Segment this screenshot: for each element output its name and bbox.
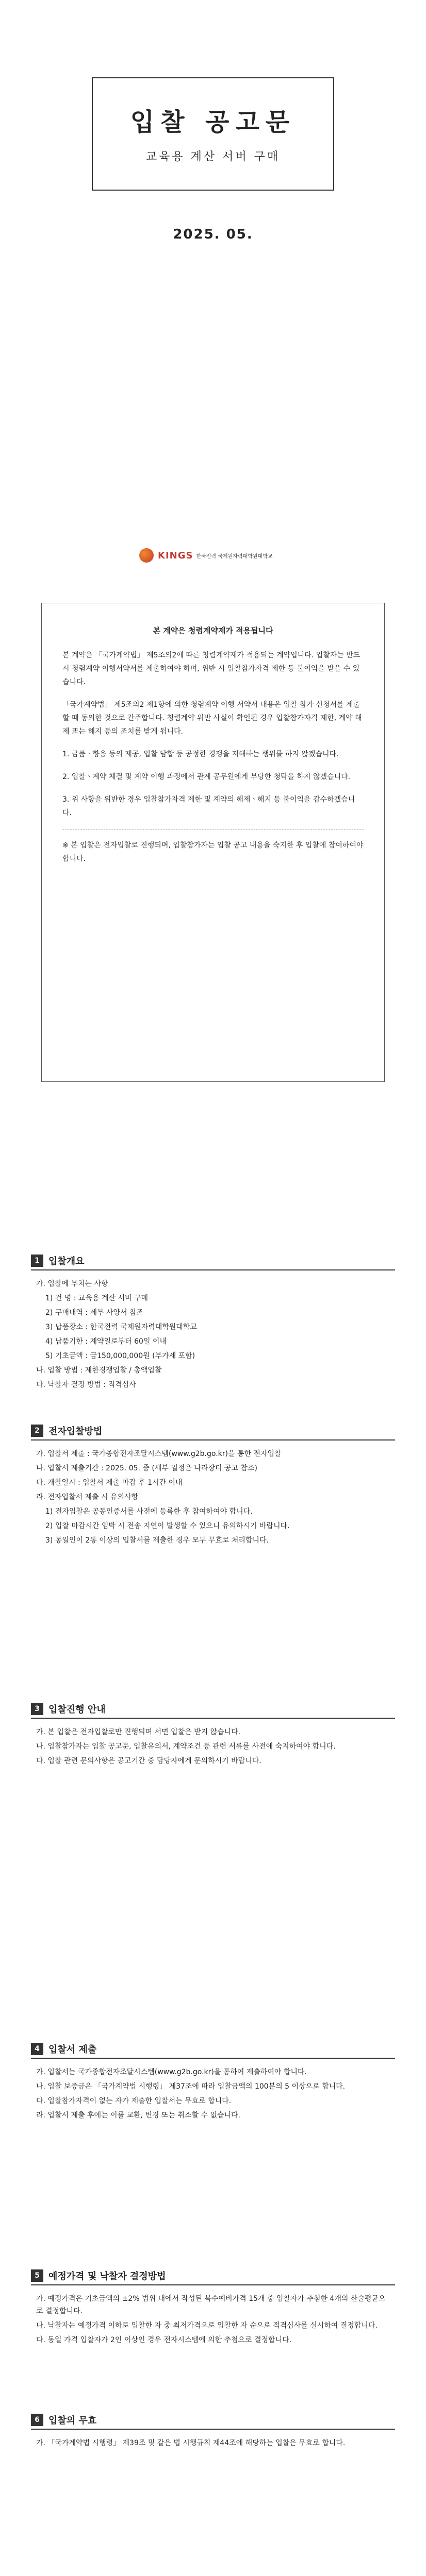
section-6-heading: [31, 2411, 395, 2430]
section-number: 3: [31, 1703, 43, 1715]
section-line: 가. 입찰에 부치는 사항: [36, 1280, 108, 1288]
section-line: 가. 입찰서 제출 : 국가종합전자조달시스템(www.g2b.go.kr)을 통한 전자입찰: [36, 1450, 282, 1458]
section-line: 1) 건 명 : 교육용 계산 서버 구매: [45, 1294, 149, 1302]
section-1-body: [36, 1278, 390, 1393]
section-line: 다. 동일 가격 입찰자가 2인 이상인 경우 전자시스템에 의한 추첨으로 결정합니다.: [36, 2336, 292, 2344]
section-4-body: [36, 2066, 390, 2124]
title-box: [92, 77, 334, 191]
section-number: 6: [31, 2414, 43, 2426]
section-title: 입찰개요: [48, 1256, 85, 1267]
section-line: 가. 「국가계약법 시행령」 제39조 및 같은 법 시행규칙 제44조에 해당하는 입찰은 무효로 합니다.: [36, 2439, 346, 2447]
notice-item: 3. 위 사항을 위반한 경우 입찰참가자격 제한 및 계약의 해제ㆍ해지 등 불이익을 감수하겠습니다.: [62, 795, 355, 817]
section-line: 2) 입찰 마감시간 임박 시 전송 지연이 발생할 수 있으니 유의하시기 바랍니다.: [45, 1522, 290, 1530]
section-line: 다. 입찰 관련 문의사항은 공고기간 중 담당자에게 문의하시기 바랍니다.: [36, 1757, 261, 1765]
section-line: 3) 납품장소 : 한국전력 국제원자력대학원대학교: [45, 1323, 197, 1331]
section-line: 나. 입찰 보증금은 「국가계약법 시행령」 제37조에 따라 입찰금액의 100분의 5 이상으로 합니다.: [36, 2082, 346, 2091]
section-number: 5: [31, 2269, 43, 2282]
notice-item: 2. 입찰ㆍ계약 체결 및 계약 이행 과정에서 관계 공무원에게 부당한 청탁을 하지 않겠습니다.: [62, 773, 351, 781]
section-title: 입찰서 제출: [48, 2044, 97, 2055]
section-3-heading: [31, 1700, 395, 1719]
section-number: 2: [31, 1425, 43, 1437]
section-5-heading: [31, 2267, 395, 2285]
section-line: 나. 입찰서 제출기간 : 2025. 05. 중 (세부 일정은 나라장터 공고 참조): [36, 1464, 257, 1472]
institution-logo: [139, 546, 294, 565]
section-line: 3) 동일인이 2통 이상의 입찰서를 제출한 경우 모두 무효로 처리합니다.: [45, 1536, 269, 1545]
section-4-heading: [31, 2040, 395, 2059]
section-3-body: [36, 1726, 390, 1769]
section-line: 다. 낙찰자 결정 방법 : 적격심사: [36, 1381, 136, 1389]
section-title: 예정가격 및 낙찰자 결정방법: [48, 2271, 166, 2282]
section-line: 4) 납품기한 : 계약일로부터 60일 이내: [45, 1337, 167, 1346]
issue-date: 2025. 05.: [173, 227, 253, 242]
section-2-body: [36, 1448, 390, 1549]
section-line: 가. 예정가격은 기초금액의 ±2% 범위 내에서 작성된 복수예비가격 15개 중 입찰자가 추첨한 4개의 산술평균으로 결정합니다.: [36, 2295, 386, 2315]
section-line: 라. 입찰서 제출 후에는 이를 교환, 변경 또는 취소할 수 없습니다.: [36, 2111, 240, 2120]
section-1-heading: [31, 1252, 395, 1270]
section-5-body: [36, 2293, 390, 2348]
section-line: 라. 전자입찰서 제출 시 유의사항: [36, 1493, 139, 1501]
section-line: 나. 낙찰자는 예정가격 이하로 입찰한 자 중 최저가격으로 입찰한 자 순으로 적격심사를 실시하여 결정합니다.: [36, 2321, 378, 2330]
section-title: 입찰의 무효: [48, 2415, 97, 2426]
document-subtitle: 교육용 계산 서버 구매: [145, 150, 281, 163]
section-line: 2) 구매내역 : 세부 사양서 참조: [45, 1309, 144, 1317]
notice-paragraph: 본 계약은 「국가계약법」 제5조의2에 따른 청렴계약제가 적용되는 계약입니다. 입찰자는 반드시 청렴계약 이행서약서를 제출하여야 하며, 위반 시 입찰참가자격 제한 등 불이익을 받을 수 있습니다.: [62, 651, 361, 686]
logo-name: KINGS: [158, 550, 193, 561]
section-line: 가. 입찰서는 국가종합전자조달시스템(www.g2b.go.kr)을 통하여 제출하여야 합니다.: [36, 2068, 307, 2076]
document-title: 입찰 공고문: [130, 108, 296, 137]
section-line: 다. 개찰일시 : 입찰서 제출 마감 후 1시간 이내: [36, 1479, 183, 1487]
section-line: 5) 기초금액 : 금150,000,000원 (부가세 포함): [45, 1352, 195, 1360]
notice-paragraph: 「국가계약법」 제5조의2 제1항에 의한 청렴계약 이행 서약서 내용은 입찰 참가 신청서를 제출할 때 동의한 것으로 간주합니다. 청렴계약 위반 사실이 확인된 경우 입찰참가자격 제한, 계약 해제 또는 해지 등의 조치를 받게 됩니다.: [62, 701, 362, 736]
section-number: 1: [31, 1255, 43, 1267]
integrity-notice-box: [41, 603, 385, 1082]
section-title: 입찰진행 안내: [48, 1704, 106, 1715]
section-6-body: [36, 2437, 390, 2451]
notice-item: 1. 금품ㆍ향응 등의 제공, 입찰 담합 등 공정한 경쟁을 저해하는 행위를 하지 않겠습니다.: [62, 750, 339, 758]
notice-heading: 본 계약은 청렴계약제가 적용됩니다: [153, 626, 273, 635]
section-line: 나. 입찰참가자는 입찰 공고문, 입찰유의서, 계약조건 등 관련 서류를 사전에 숙지하여야 합니다.: [36, 1742, 336, 1751]
section-line: 다. 입찰참가자격이 없는 자가 제출한 입찰서는 무효로 합니다.: [36, 2097, 232, 2105]
section-line: 1) 전자입찰은 공동인증서를 사전에 등록한 후 참여하여야 합니다.: [45, 1507, 253, 1516]
section-2-heading: [31, 1422, 395, 1440]
section-number: 4: [31, 2043, 43, 2055]
section-line: 나. 입찰 방법 : 제한경쟁입찰 / 총액입찰: [36, 1366, 162, 1375]
logo-subtitle: 한국전력 국제원자력대학원대학교: [196, 553, 273, 560]
section-title: 전자입찰방법: [48, 1426, 103, 1437]
notice-note: ※ 본 입찰은 전자입찰로 진행되며, 입찰참가자는 입찰 공고 내용을 숙지한 후 입찰에 참여하여야 합니다.: [62, 829, 364, 866]
section-line: 가. 본 입찰은 전자입찰로만 진행되며 서면 입찰은 받지 않습니다.: [36, 1728, 241, 1736]
logo-mark-icon: [139, 548, 154, 563]
